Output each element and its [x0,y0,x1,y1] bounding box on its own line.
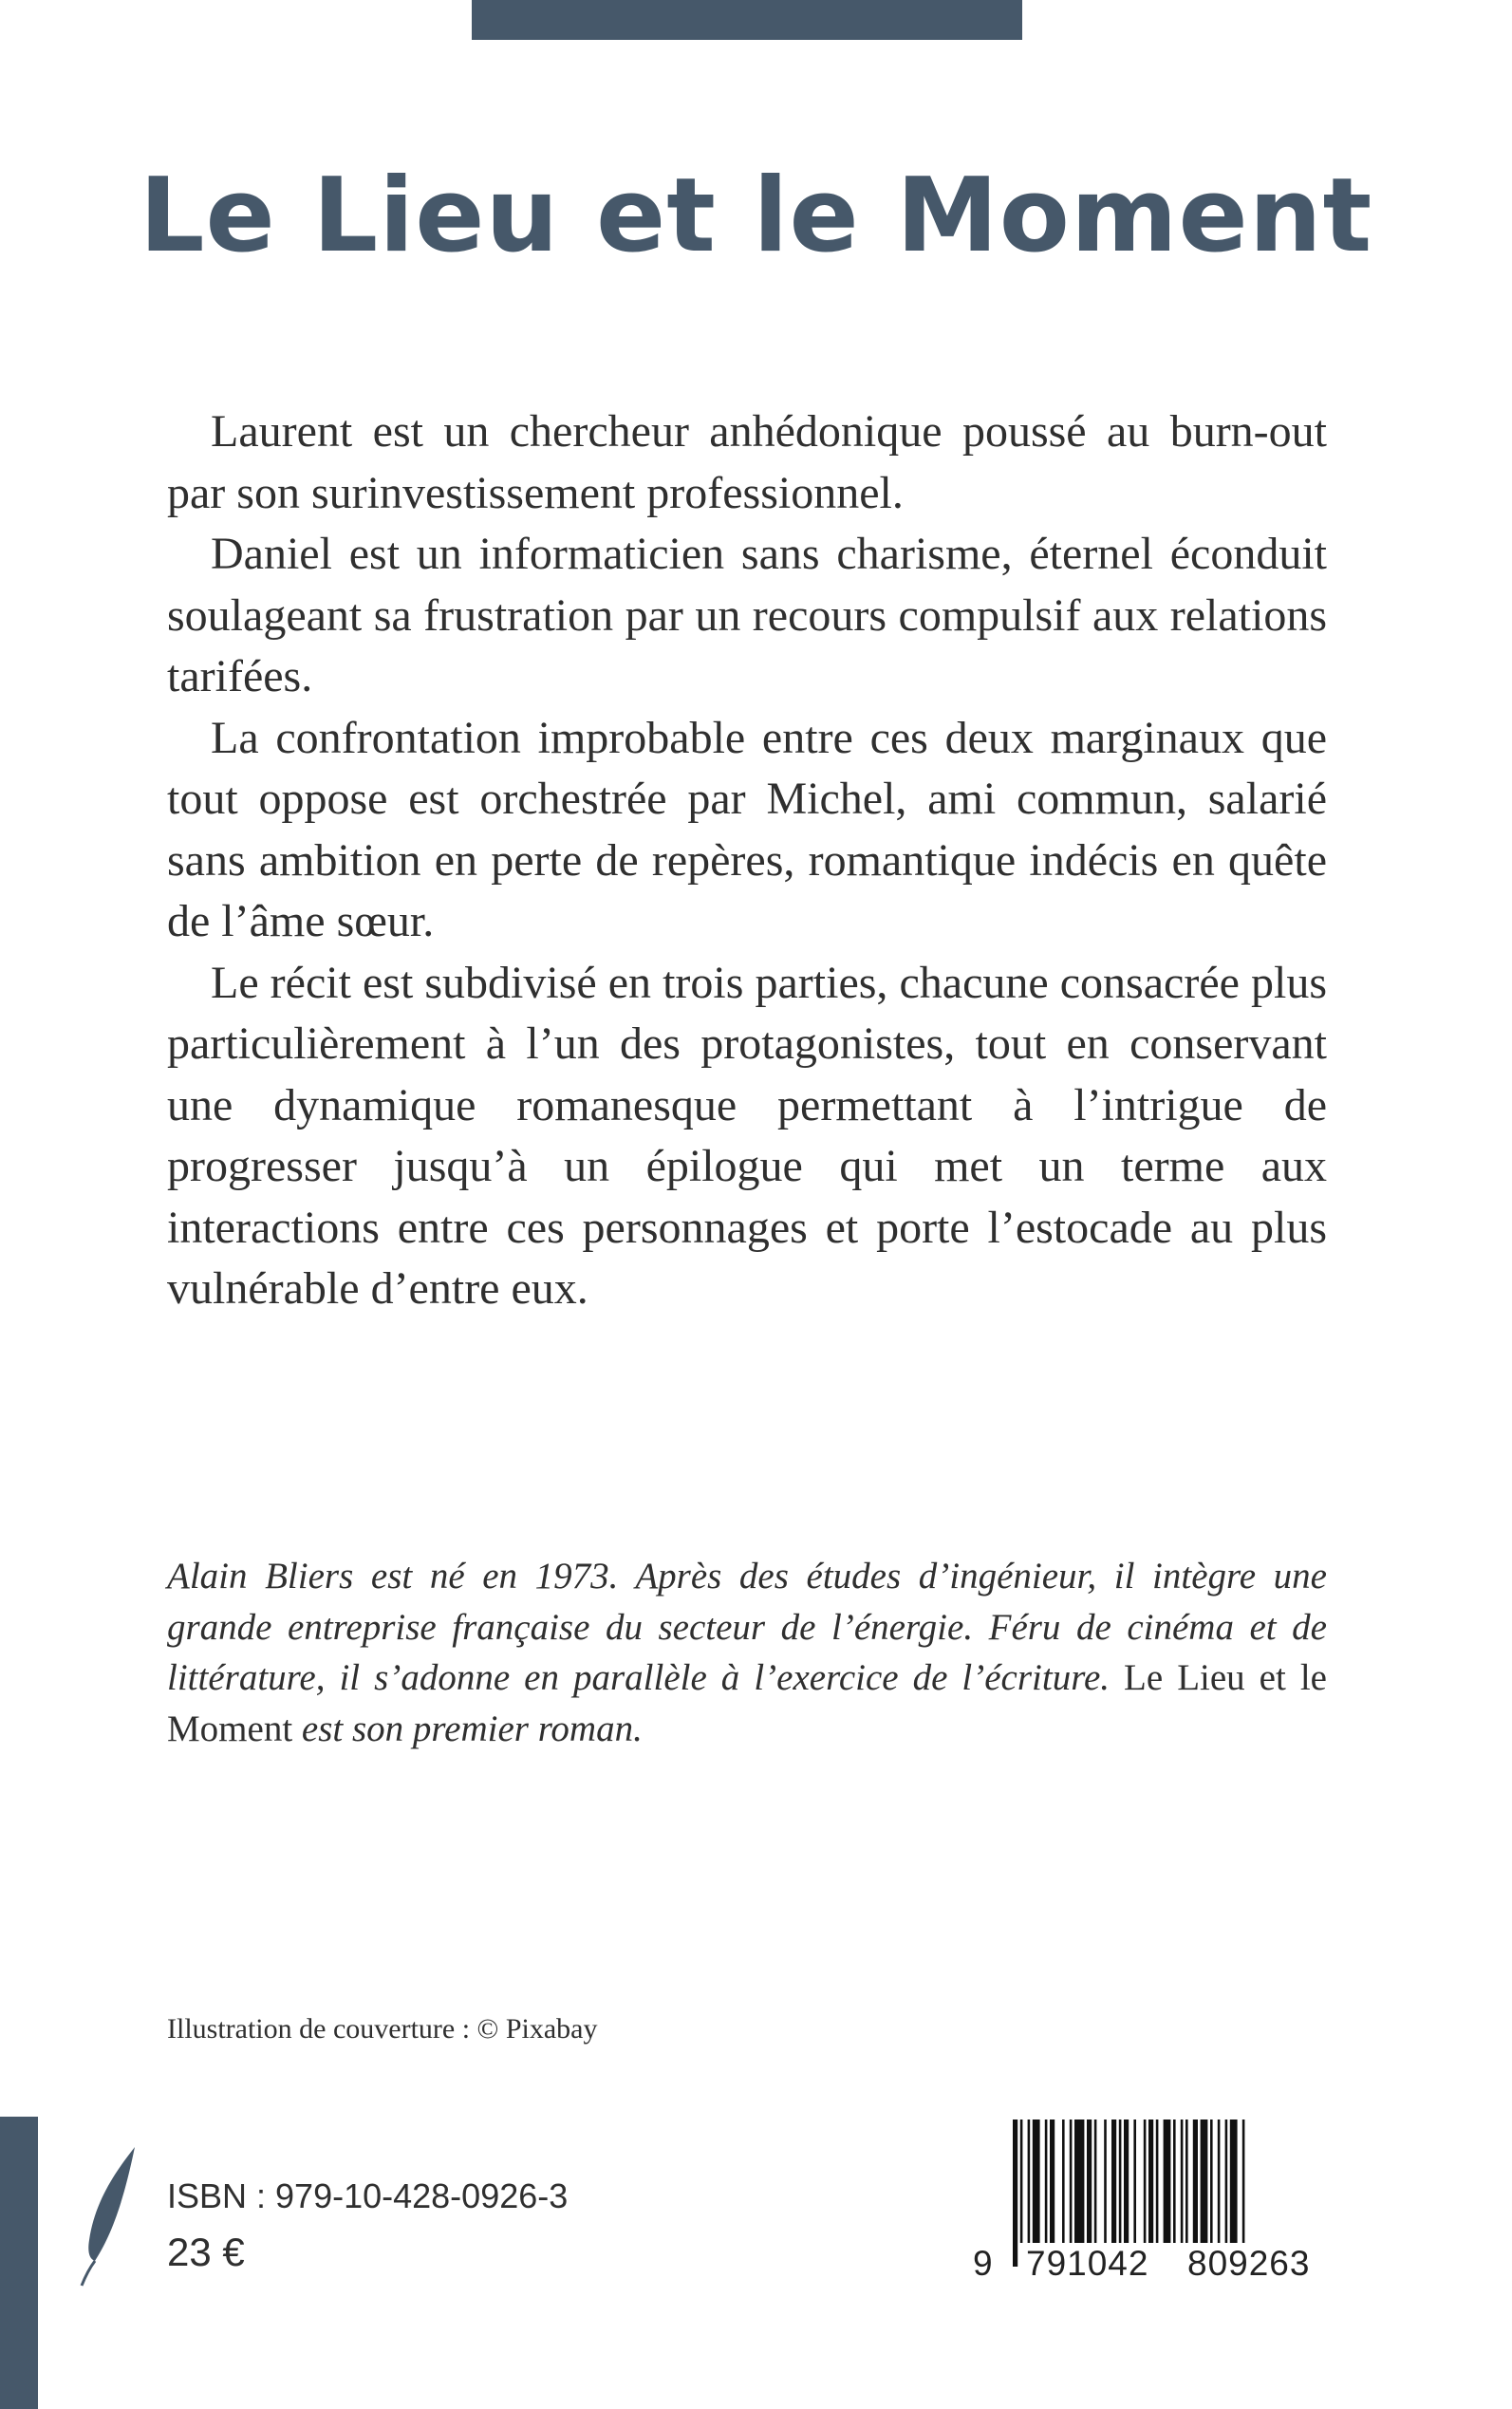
barcode-bar [1033,2120,1040,2243]
barcode-bar [1013,2120,1017,2267]
barcode-bar [1173,2120,1176,2243]
barcode-bar [1225,2120,1228,2243]
barcode-digit-first: 9 [973,2244,994,2283]
barcode-bar [1087,2120,1092,2243]
side-accent-bar [0,2117,38,2409]
barcode-bar [1193,2120,1198,2243]
barcode-bar [1074,2120,1084,2243]
summary-paragraph: Daniel est un informaticien sans charisme, éternel éconduit soulageant sa frustration par un recours compulsif aux relations tarifées. [167,529,1327,701]
summary-paragraph: Laurent est un chercheur anhédonique poussé au burn-out par son surinvestissement professionnel. [167,406,1327,518]
barcode-bar [1164,2120,1171,2243]
barcode-bar [1148,2120,1153,2243]
barcode [973,2120,1343,2288]
cover-credit: Illustration de couverture : © Pixabay [167,2013,598,2045]
book-title: Le Lieu et le Moment [139,157,1373,275]
author-bio [167,1551,1327,1754]
barcode-bar [1094,2120,1097,2243]
barcode-bar [1070,2120,1073,2243]
barcode-bar [1119,2120,1122,2243]
barcode-digits-right: 809263 [1182,2243,1316,2285]
price-label: 23 € [167,2230,245,2274]
barcode-bar [1045,2120,1048,2243]
barcode-bar [1181,2120,1184,2243]
bio-text: Alain Bliers est né en 1973. Après des études d’ingénieur, il intègre une grande entreprise française du secteur de l’énergie. Féru de cinéma et de littérature, il s’adonne en parallèle à l’exercice de l’écriture. [167,1556,1327,1698]
barcode-bar [1201,2120,1208,2243]
summary-paragraph: Le récit est subdivisé en trois parties, chacune consacrée plus particulièrement à l’un des protagonistes, tout en conservant une dynamique romanesque permettant à l’intrigue de progresser jusqu’à un épilogue qui met un terme aux interactions entre ces personnages et porte l’estocade au plus vulnérable d’entre eux. [167,957,1327,1314]
barcode-digits-left: 791042 [1020,2243,1154,2285]
top-accent-bar [472,0,1022,40]
barcode-bar [1104,2120,1107,2243]
barcode-bar [1144,2120,1147,2243]
feather-icon [76,2145,142,2288]
summary-text [167,402,1327,1320]
bio-book-title: Le Lieu et le Moment [167,1657,1327,1749]
barcode-bar [1028,2120,1031,2243]
barcode-bar [1050,2120,1055,2243]
isbn-label: ISBN : 979-10-428-0926-3 [167,2176,569,2215]
summary-paragraph: La confrontation improbable entre ces deux marginaux que tout oppose est orchestrée par Michel, ami commun, salarié sans ambition en perte de repères, romantique indécis en quête de l’âme sœur. [167,712,1327,946]
bio-text-end: est son premier roman. [301,1708,643,1749]
barcode-bar [1218,2120,1221,2243]
barcode-bar [1133,2120,1136,2243]
barcode-bar [1156,2120,1159,2243]
barcode-bar [1020,2120,1023,2243]
barcode-bar [1210,2120,1213,2243]
barcode-bar [1242,2120,1245,2243]
barcode-bar [1062,2120,1065,2243]
barcode-bar [1111,2120,1116,2243]
barcode-bar [1185,2120,1188,2243]
